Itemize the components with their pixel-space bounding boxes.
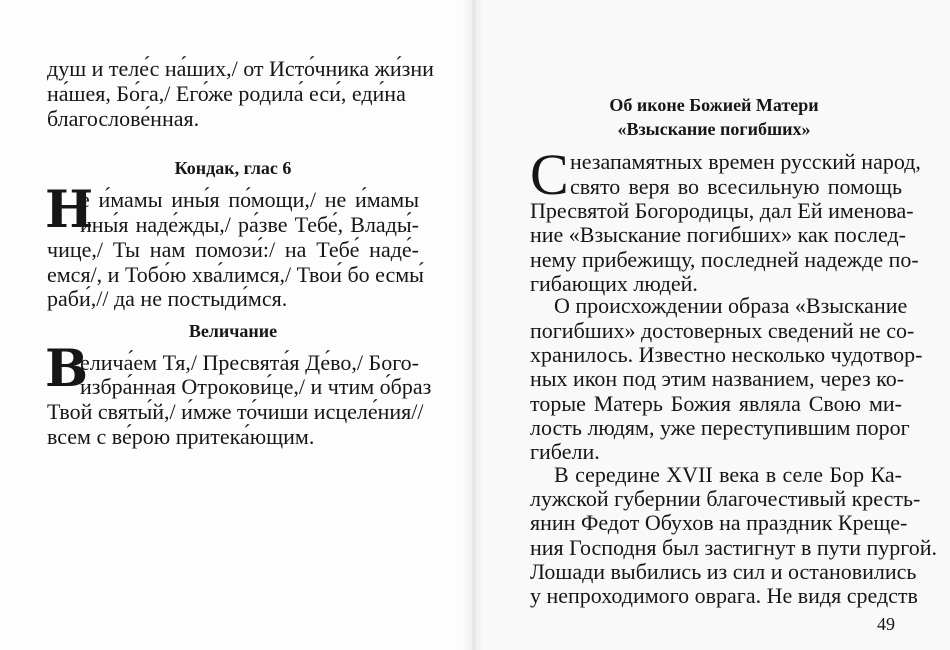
kontakion-line-2: ины́я наде́жды,/ ра́зве Тебе́, Влады́-	[80, 212, 419, 237]
para2-line-4: ных икон под этим названием, через ко-	[530, 366, 905, 391]
kontakion-line-3: чице,/ Ты нам помози́:/ на Тебе́ наде́-	[47, 237, 419, 262]
kontakion-line-1: е и́мамы ины́я по́мощи,/ не и́мамы	[80, 187, 419, 212]
para3-line-5: Лошади выбились из сил и остановились	[530, 559, 917, 584]
kontakion-line-5: раби́,// да не постыди́мся.	[47, 286, 288, 311]
right-page	[472, 0, 950, 650]
kontakion-line-4: емся/, и Тобо́ю хва́лимся,/ Твои́ бо есмы́	[47, 262, 424, 287]
para2-line-7: гибели.	[530, 439, 600, 464]
para2-line-6: лость людям, уже переступившим порог	[530, 415, 910, 440]
kontakion-dropcap: Н	[45, 180, 94, 240]
para1-line-1: незапамятных времен русский народ,	[570, 149, 921, 174]
intro-line-1: душ и теле́с на́ших,/ от Исто́чника жи́зни	[47, 56, 434, 81]
para3-line-4: ния Господня был застигнут в пути пургой.	[530, 535, 938, 560]
velichanie-line-3: Твой святы́й,/ и́мже то́чиши исцеле́ния//	[47, 399, 424, 424]
book-gutter	[462, 0, 484, 650]
article-title-line-2: «Взыскание погибших»	[617, 119, 811, 139]
article-dropcap: С	[530, 142, 569, 207]
para1-line-5: нему прибежищу, последней надежде по-	[530, 247, 919, 272]
para2-line-1: О происхождении образа «Взыскание	[554, 293, 908, 318]
page-number: 49	[877, 614, 895, 634]
left-page	[0, 0, 472, 650]
para1-line-2: свято веря во всесильную помощь	[570, 174, 902, 199]
para3-line-6: у непроходимого оврага. Не видя средств	[530, 583, 918, 608]
para1-line-6: гибающих людей.	[530, 271, 698, 296]
velichanie-line-2: избра́нная Отрокови́це,/ и чтим о́браз	[80, 374, 432, 399]
para2-line-3: хранилось. Известно несколько чудотвор-	[530, 342, 923, 367]
para3-line-3: янин Федот Обухов на праздник Креще-	[530, 510, 908, 535]
intro-line-3: благослове́нная.	[47, 106, 200, 131]
para1-line-4: ние «Взыскание погибших» как послед-	[530, 222, 906, 247]
velichanie-line-4: всем с ве́рою притека́ющим.	[47, 424, 315, 449]
velichanie-dropcap: В	[45, 339, 89, 399]
intro-line-2: на́шея, Бо́га,/ Его́же родила́ еси́, еди́на	[47, 81, 406, 106]
para3-line-1: В середине XVII века в селе Бор Ка-	[554, 462, 902, 487]
kontakion-heading: Кондак, глас 6	[174, 158, 292, 178]
velichanie-heading: Величание	[188, 321, 278, 341]
velichanie-line-1: елича́ем Тя,/ Пресвята́я Де́во,/ Бого-	[80, 350, 419, 375]
para2-line-2: погибших» достоверных сведений не со-	[530, 318, 915, 343]
article-title-line-1: Об иконе Божией Матери	[609, 95, 819, 115]
para1-line-3: Пресвятой Богородицы, дал Ей именова-	[530, 198, 914, 223]
para2-line-5: торые Матерь Божия являла Свою ми-	[530, 391, 902, 416]
para3-line-2: лужской губернии благочестивый кресть-	[530, 486, 921, 511]
